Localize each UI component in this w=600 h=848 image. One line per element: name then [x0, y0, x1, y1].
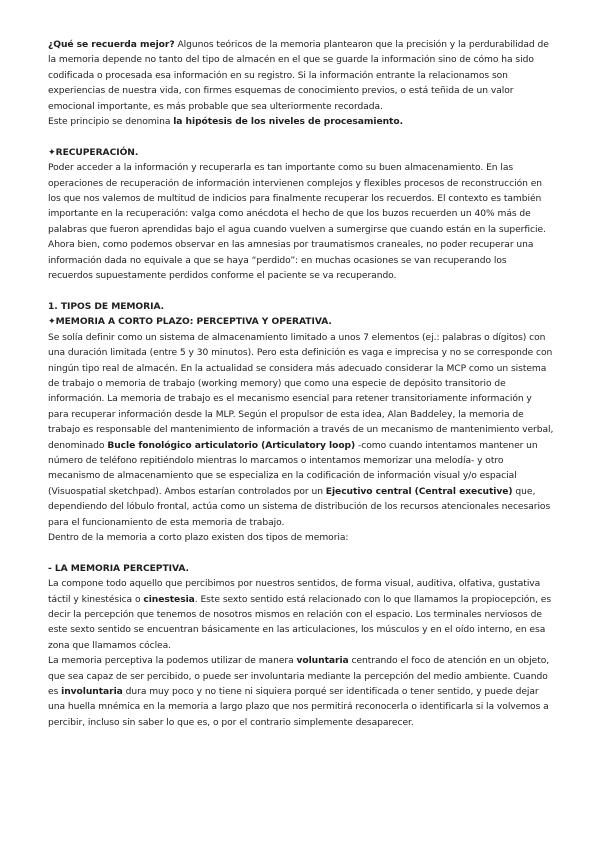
- heading-corto-plazo-text: ✦MEMORIA A CORTO PLAZO: PERCEPTIVA Y OPERATIVA.: [48, 317, 332, 328]
- perceptiva-paragraph-2: [48, 654, 554, 731]
- perceptiva2-text-3: dura muy poco y no tiene ni siquiera porqué ser identificada o tener sentido, y puede dejar una huella mnémica en la memoria a largo plazo que nos permitirá reconocerla o identificarla si la volvemos a percibir, incluso sin saber lo que es, o por el contrario simplemente desaparecer.: [48, 687, 549, 728]
- principle-text: Este principio se denomina: [48, 117, 174, 128]
- heading-tipos-text: 1. TIPOS DE MEMORIA.: [48, 301, 165, 312]
- perceptiva-paragraph-1: [48, 577, 554, 654]
- perceptiva2-text-2: centrando el foco de atención en un objeto, que sea capaz de ser percibido, o puede ser involuntaria mediante la percepción del medio ambiente. Cuando es: [48, 656, 550, 698]
- document-page: [48, 38, 554, 731]
- mcp-text-1: Se solía definir como un sistema de almacenamiento limitado a unos 7 elementos (ej.: palabras o dígitos) con una duración limitada (entre 5 y 30 minutos). Pero esta definición es vaga e imprecisa y no se corresponde con ningún tipo real de almacén. En la actualidad se considera más adecuado considerar la MCP como un sistema de trabajo o memoria de trabajo (working memory) que como una especie de depósito transitorio de información. La memoria de trabajo es el mecanismo esencial para retener transitoriamente información y para recuperar información desde la MLP. Según el propulsor de esta idea, Alan Baddeley, la memoria de trabajo es responsable del mantenimiento de información a través de un mecanismo de mantenimiento verbal, denominado: [48, 332, 554, 451]
- recuperacion-paragraph-1: Poder acceder a la información y recuperarla es tan importante como su buen almacenamiento. En las operaciones de recuperación de información intervienen complejos y flexibles procesos de reconstrucción en los que nos valemos de multitud de indicios para finalmente recuperar los recuerdos. El contexto es también importante en la recuperación: valga como anécdota el hecho de que los buzos recuerden un 40% más de palabras que fueron aprendidas bajo el agua cuando vuelven a sumergirse que cuando están en la superficie.: [48, 163, 546, 235]
- intro-text: Algunos teóricos de la memoria plantearon que la precisión y la perdurabilidad de la memoria depende no tanto del tipo de almacén en el que se guarde la información sino de cómo ha sido codificada o procesada esa información en su registro. Si la información entrante la relacionamos son experiencias de nuestra vida, con firmes esquemas de conocimiento previos, o está teñida de un valor emocional importante, es más probable que sea ulteriormente recordada.: [48, 40, 549, 112]
- perceptiva2-bold-2: involuntaria: [61, 687, 123, 698]
- mcp-text-3: que, dependiendo del lóbulo frontal, actúa como un sistema de distribución de los recursos atencionales necesarios para el funcionamiento de esta memoria de trabajo.: [48, 486, 551, 528]
- mcp-paragraph: [48, 331, 554, 531]
- principle-paragraph: [48, 115, 554, 130]
- heading-perceptiva: [48, 562, 554, 577]
- intro-paragraph: [48, 38, 554, 115]
- heading-tipos: [48, 300, 554, 315]
- spacer: [48, 130, 554, 145]
- heading-corto-plazo: [48, 315, 554, 330]
- perceptiva1-text-2: . Este sexto sentido está relacionado con lo que llamamos la propiocepción, es decir la percepción que tenemos de nosotros mismos en relación con el espacio. Los terminales nerviosos de este sexto sentido se encuentran básicamente en las articulaciones, los músculos y en el oído interno, en esa zona que llamamos cóclea.: [48, 594, 552, 651]
- heading-recuperacion: [48, 146, 554, 161]
- heading-perceptiva-text: - LA MEMORIA PERCEPTIVA.: [48, 563, 189, 574]
- mcp-bold-1: Bucle fonológico articulatorio (Articulatory loop): [107, 440, 356, 451]
- mcp-bold-2: Ejecutivo central (Central executive): [325, 486, 513, 497]
- recuperacion-paragraph-2: Ahora bien, como podemos observar en las amnesias por traumatismos craneales, no poder recuperar una información dada no equivale a que se haya “perdido”: en muchas ocasiones se van recuperando los recuerdos supuestamente perdidos conforme el paciente se va recuperando.: [48, 240, 534, 282]
- spacer: [48, 546, 554, 561]
- perceptiva1-bold-1: cinestesia: [143, 594, 195, 605]
- principle-bold: la hipótesis de los niveles de procesamiento.: [173, 117, 403, 128]
- perceptiva1-text-1: La compone todo aquello que percibimos por nuestros sentidos, de forma visual, auditiva, olfativa, gustativa táctil y kinestésica o: [48, 579, 541, 605]
- intro-lead: ¿Qué se recuerda mejor?: [48, 40, 175, 50]
- perceptiva2-bold-1: voluntaria: [296, 656, 349, 667]
- spacer: [48, 284, 554, 299]
- mcp-text-2: -como cuando intentamos mantener un número de teléfono repitiéndolo mientras lo marcamos o intentamos memorizar una melodía- y otro mecanismo de almacenamiento que se especializa en la codificación de información visual y/o espacial (Visuospatial sketchpad). Ambos estarían controlados por un: [48, 440, 538, 497]
- perceptiva2-text-1: La memoria perceptiva la podemos utilizar de manera: [48, 656, 297, 667]
- dos-tipos-paragraph: Dentro de la memoria a corto plazo existen dos tipos de memoria:: [48, 532, 349, 543]
- heading-recuperacion-text: ✦RECUPERACIÓN.: [48, 147, 139, 158]
